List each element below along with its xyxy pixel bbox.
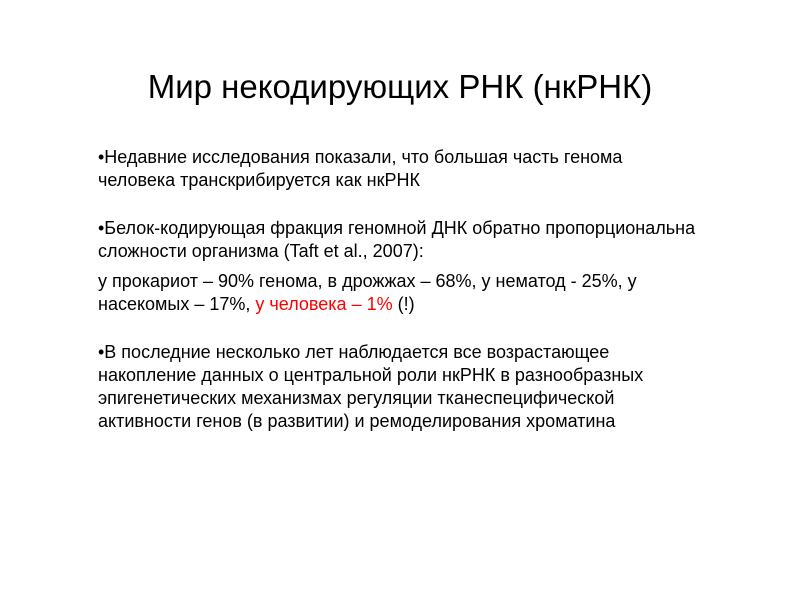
bullet-paragraph-protein-coding-fraction: •Белок-кодирующая фракция геномной ДНК обратно пропорциональна сложности организма (Taft et al., 2007): <box>98 218 696 261</box>
bullet-paragraph-epigenetic-role: •В последние несколько лет наблюдается все возрастающее накопление данных о центральной роли нкРНК в разнообразных эпигенетических механизмах регуляции тканеспецифической активности генов (в развитии) и ремоделирования хроматина <box>98 342 644 431</box>
human-percentage-highlight: у человека – 1% <box>255 294 393 314</box>
percentages-paragraph <box>98 270 698 316</box>
slide-body <box>98 146 698 433</box>
bullet-paragraph-recent-studies: •Недавние исследования показали, что большая часть генома человека транскрибируется как нкРНК <box>98 147 623 190</box>
slide-title: Мир некодирующих РНК (нкРНК) <box>147 68 653 105</box>
exclamation-note: (!) <box>392 294 415 314</box>
percentages-text: у прокариот – 90% генома, в дрожжах – 68%, у нематод - 25%, у насекомых – 17%, <box>98 271 637 314</box>
